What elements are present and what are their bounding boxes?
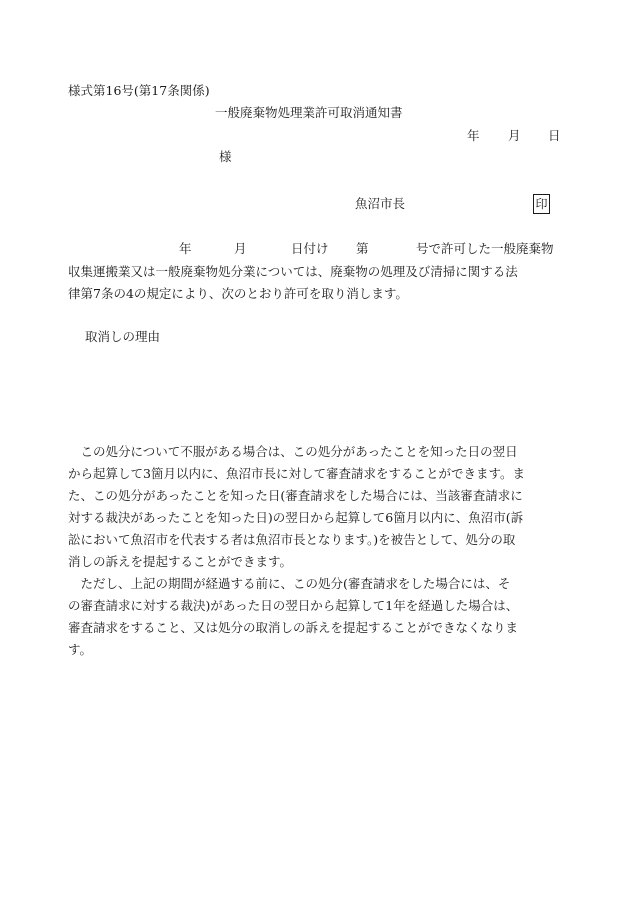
paragraph-line: 対する裁決があったことを知った日)の翌日から起算して6箇月以内に、魚沼市(訴 xyxy=(68,510,524,525)
paragraph-line: この処分について不服がある場合は、この処分があったことを知った日の翌日 xyxy=(68,444,518,459)
addressee-suffix: 様 xyxy=(219,149,232,164)
paragraph-line: 律第7条の4の規定により、次のとおり許可を取り消します。 xyxy=(68,286,408,301)
permit-dated-label: 日付け xyxy=(291,241,329,256)
permit-reference-line xyxy=(0,243,630,257)
paragraph-line: 収集運搬業又は一般廃棄物処分業については、廃棄物の処理及び清掃に関する法 xyxy=(68,264,518,279)
permit-month-label: 月 xyxy=(234,241,247,256)
paragraph-line: す。 xyxy=(68,642,93,657)
paragraph-line: ただし、上記の期間が経過する前に、この処分(審査請求をした場合には、そ xyxy=(68,576,511,591)
permit-number-prefix: 第 xyxy=(356,241,369,256)
paragraph-line: た、この処分があったことを知った日(審査請求をした場合には、当該審査請求に xyxy=(68,488,523,503)
date-year-label: 年 xyxy=(467,128,480,143)
seal-box: 印 xyxy=(533,194,550,214)
permit-paragraph xyxy=(68,261,560,305)
permit-reference-text: 号で許可した一般廃棄物 xyxy=(416,241,554,256)
paragraph-line: 審査請求をすること、又は処分の取消しの訴えを提起することができなくなりま xyxy=(68,620,519,635)
date-month-label: 月 xyxy=(508,128,521,143)
paragraph-line: から起算して3箇月以内に、魚沼市長に対して審査請求をすることができます。ま xyxy=(68,466,525,481)
paragraph-line: の審査請求に対する裁決)があった日の翌日から起算して1年を経過した場合は、 xyxy=(68,598,519,613)
reason-heading: 取消しの理由 xyxy=(85,329,161,344)
paragraph-line: 消しの訴えを提起することができます。 xyxy=(68,554,293,569)
appeal-notice-paragraph xyxy=(68,441,560,661)
permit-year-label: 年 xyxy=(179,241,192,256)
form-number: 様式第16号(第17条関係) xyxy=(68,83,210,98)
date-day-label: 日 xyxy=(548,128,561,143)
paragraph-line: 訟において魚沼市を代表する者は魚沼市長となります。)を被告として、処分の取 xyxy=(68,532,516,547)
issuer-name: 魚沼市長 xyxy=(355,196,406,211)
document-title: 一般廃棄物処理業許可取消通知書 xyxy=(215,105,403,120)
